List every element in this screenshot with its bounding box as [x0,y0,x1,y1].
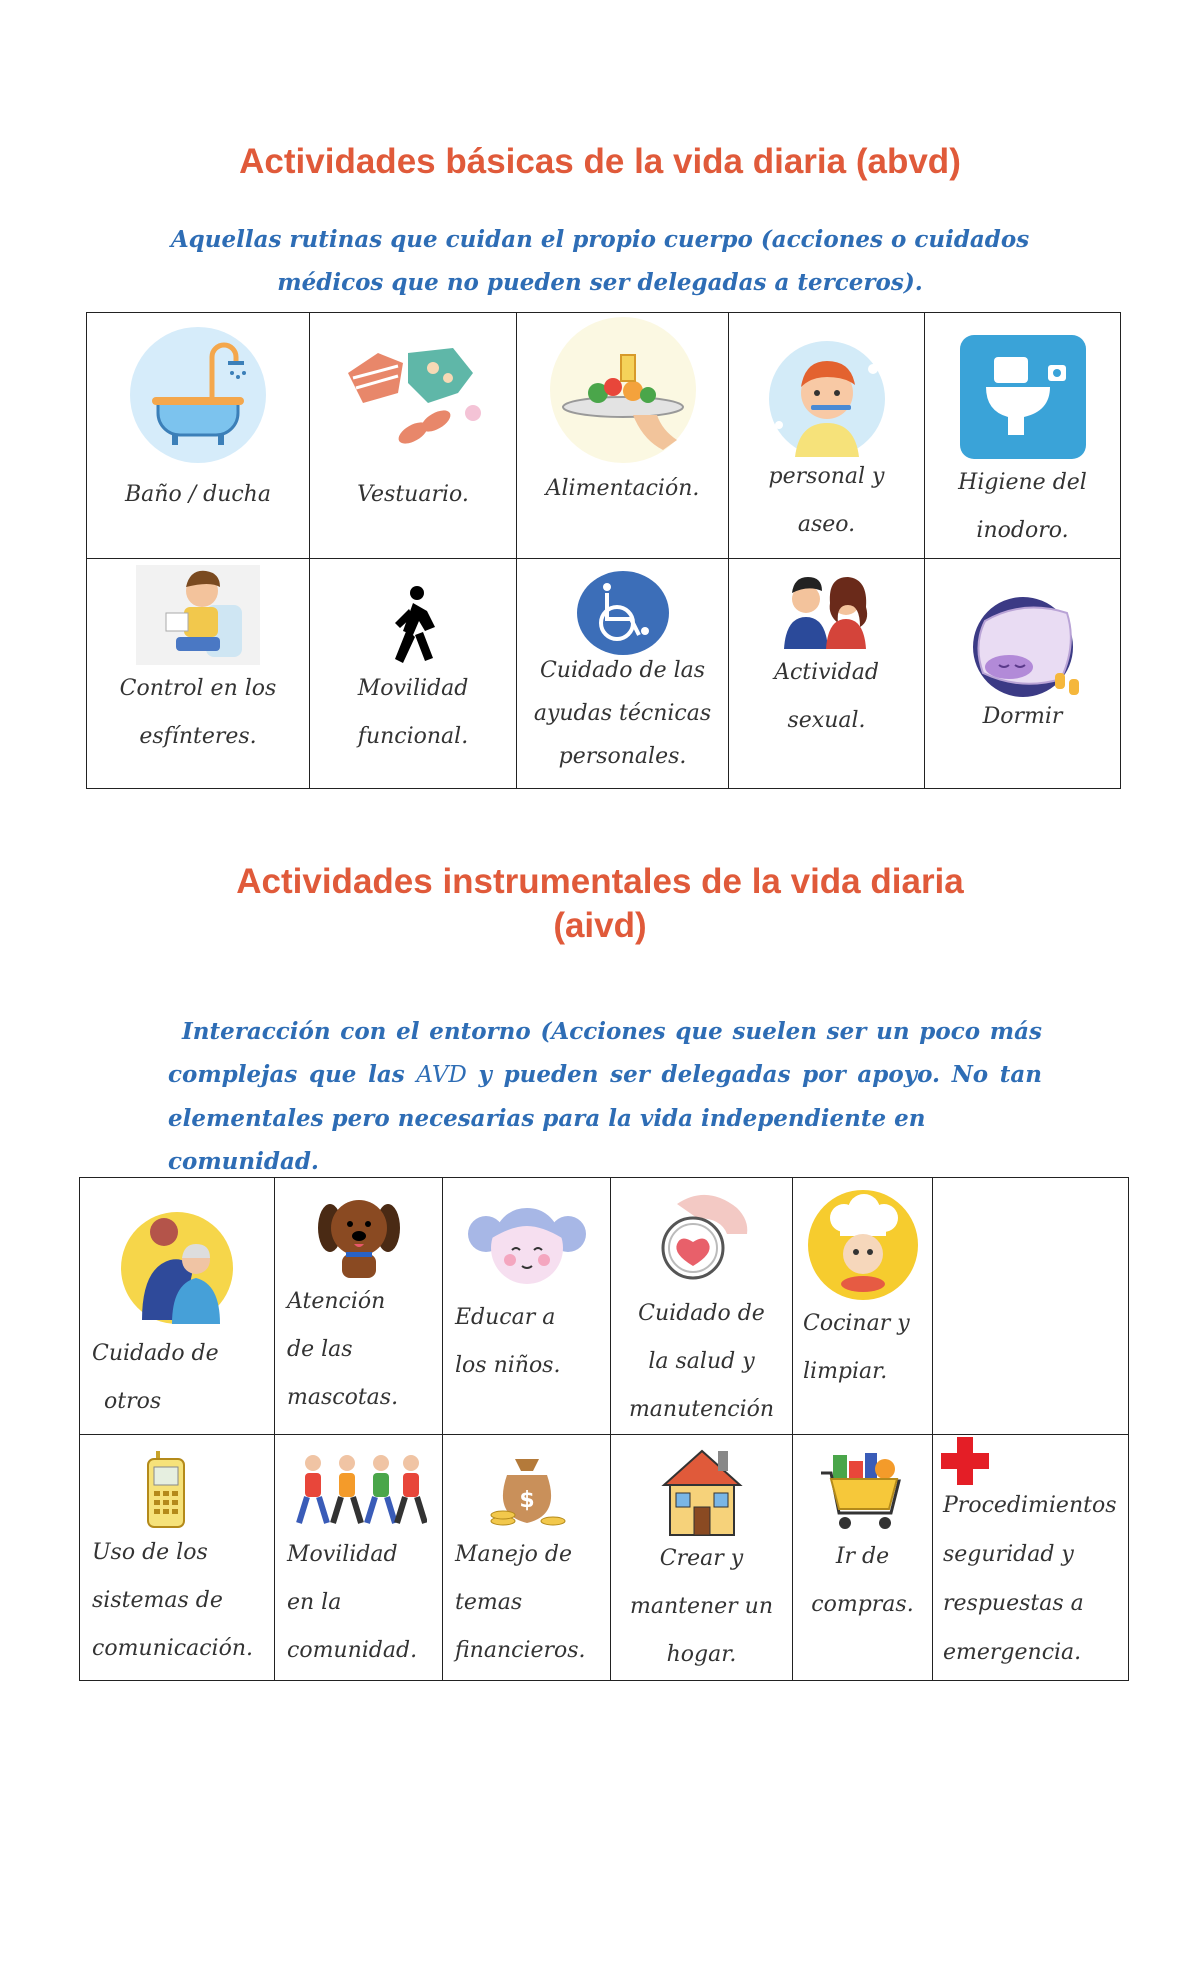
abvd-label-aids-line3: personales. [558,744,687,769]
aivd-label-health [611,1290,792,1434]
aivd-label-home-line2: mantener un [629,1594,774,1619]
walking-person-icon [383,585,443,665]
aivd-label-community-mobility-line1: Movilidad [287,1542,398,1567]
aivd-label-emergency-line1: Procedimientos [943,1493,1117,1518]
abvd-label-sleep: Dormir [982,704,1063,729]
abvd-label-bath: Baño / ducha [125,482,271,507]
chef-icon [808,1188,918,1302]
aivd-label-communication-line3: comunicación. [92,1636,254,1661]
abvd-cell-toilet [925,313,1121,559]
abvd-label-hygiene-line1: personal y [768,464,885,489]
bathtub-icon [128,325,268,465]
abvd-label-hygiene-line2: aseo. [797,512,856,537]
red-cross-icon [941,1437,989,1485]
aivd-label-communication [80,1529,274,1673]
aivd-label-pets-line1: Atención [287,1289,386,1314]
aivd-label-shopping-line1: Ir de [835,1544,890,1569]
aivd-label-finance-line2: temas [455,1590,523,1615]
abvd-label-aids-line2: ayudas técnicas [533,701,712,726]
aivd-label-cooking-line1: Cocinar y [803,1311,910,1336]
aivd-label-pets-line3: mascotas. [287,1385,399,1410]
aivd-label-home-line1: Crear y [659,1546,744,1571]
abvd-label-sexual [729,649,924,745]
aivd-cell-pets [275,1178,443,1435]
aivd-label-emergency-line2: seguridad y [943,1542,1074,1567]
abvd-label-toilet-line2: inodoro. [976,518,1069,543]
abvd-label-mobility [310,665,516,761]
runners-icon [291,1451,427,1531]
abvd-label-mobility-line2: funcional. [357,724,469,749]
aivd-cell-care-others [80,1178,275,1435]
aivd-label-care-others-line2: otros [104,1389,162,1414]
abvd-label-mobility-line1: Movilidad [357,676,469,701]
section2-subtitle-line2 [168,1053,1042,1097]
abvd-label-food: Alimentación. [545,476,700,501]
abvd-label-sphincter-line1: Control en los [119,676,277,701]
section2-subtitle-avd: AVD [416,1062,467,1088]
aivd-label-cooking [793,1300,932,1396]
aivd-label-pets [275,1278,442,1422]
section2-subtitle-line1: Interacción con el entorno (Acciones que suelen ser un poco más [182,1018,1042,1045]
aivd-label-children-line1: Educar a [455,1305,556,1330]
aivd-label-care-others [80,1330,274,1426]
svg-text:$: $ [518,1488,535,1513]
abvd-cell-mobility [310,559,517,789]
abvd-cell-food [517,313,729,559]
abvd-cell-hygiene [729,313,925,559]
section1-subtitle-line2: médicos que no pueden ser delegadas a terceros). [277,269,923,296]
aivd-cell-health [611,1178,793,1435]
abvd-cell-sexual [729,559,925,789]
shopping-cart-icon [819,1449,907,1533]
abvd-cell-sphincter [87,559,310,789]
aivd-label-emergency [933,1481,1128,1677]
wheelchair-icon [577,571,669,655]
abvd-label-aids-line1: Cuidado de las [539,658,706,683]
aivd-label-children [443,1294,610,1390]
abvd-cell-bath [87,313,310,559]
abvd-label-sphincter [87,665,309,761]
section2-title-line2: (aivd) [553,906,647,945]
potty-child-icon [136,565,260,665]
aivd-label-health-line2: la salud y [648,1349,755,1374]
aivd-label-emergency-line4: emergencia. [943,1640,1082,1665]
aivd-label-shopping-line2: compras. [811,1592,914,1617]
food-tray-icon [543,315,703,465]
aivd-label-health-line3: manutención [628,1397,775,1422]
aivd-cell-emergency [933,1435,1129,1681]
child-face-icon [466,1204,588,1288]
aivd-label-communication-line2: sistemas de [92,1588,223,1613]
abvd-label-sexual-line2: sexual. [787,708,866,733]
aivd-cell-communication [80,1435,275,1681]
aivd-label-finance-line3: financieros. [455,1638,586,1663]
aivd-table [79,1177,1129,1681]
aivd-label-children-line2: los niños. [455,1353,561,1378]
section1-title: Actividades básicas de la vida diaria (abvd) [239,142,961,181]
abvd-label-aids [517,649,728,778]
caregiver-elder-icon [118,1200,236,1324]
dog-icon [316,1192,402,1280]
section2-title-line1: Actividades instrumentales de la vida diaria [236,862,964,901]
aivd-label-community-mobility-line3: comunidad. [287,1638,418,1663]
aivd-label-community-mobility-line2: en la [287,1590,342,1615]
aivd-cell-cooking [793,1178,933,1435]
abvd-label-sexual-line1: Actividad [774,660,879,685]
aivd-label-community-mobility [275,1531,442,1675]
aivd-label-shopping [793,1533,932,1629]
aivd-label-emergency-line3: respuestas a [943,1591,1084,1616]
money-bag-icon [487,1451,567,1531]
section2-subtitle-line2a: complejas que las [168,1061,417,1088]
abvd-cell-aids [517,559,729,789]
abvd-label-clothes: Vestuario. [357,482,469,507]
aivd-cell-children [443,1178,611,1435]
abvd-label-toilet-line1: Higiene del [958,470,1087,495]
abvd-cell-clothes [310,313,517,559]
clothes-icon [338,333,488,463]
aivd-cell-community-mobility [275,1435,443,1681]
aivd-label-home [611,1535,792,1679]
health-heart-hand-icon [647,1184,757,1290]
aivd-cell-finance [443,1435,611,1681]
aivd-label-communication-line1: Uso de los [92,1540,208,1565]
phone-icon [144,1451,188,1529]
aivd-label-finance-line1: Manejo de [455,1542,572,1567]
aivd-label-pets-line2: de las [287,1337,353,1362]
abvd-label-hygiene [729,453,924,549]
toothbrush-boy-icon [767,339,887,459]
section2-subtitle-line3: elementales pero necesarias para la vida independiente en comunidad. [168,1105,926,1175]
section1-subtitle [0,218,1200,304]
aivd-cell-shopping [793,1435,933,1681]
abvd-table [86,312,1121,789]
aivd-label-health-line1: Cuidado de [638,1301,765,1326]
aivd-label-cooking-line2: limpiar. [803,1359,888,1384]
couple-icon [772,573,882,649]
abvd-label-sphincter-line2: esfínteres. [139,724,257,749]
aivd-cell-empty [933,1178,1129,1435]
aivd-label-care-others-line1: Cuidado de [92,1341,219,1366]
section2-title [0,860,1200,948]
aivd-label-home-line3: hogar. [666,1642,737,1667]
section2-subtitle-line2c: y pueden ser delegadas por apoyo. No tan [466,1061,1042,1088]
section1-subtitle-line1: Aquellas rutinas que cuidan el propio cuerpo (acciones o cuidados [170,226,1030,253]
aivd-cell-home [611,1435,793,1681]
house-icon [660,1445,744,1537]
aivd-label-finance [443,1531,610,1675]
abvd-label-toilet [925,459,1120,555]
toilet-icon [960,335,1086,459]
section2-subtitle [168,1010,1042,1183]
abvd-cell-sleep [925,559,1121,789]
